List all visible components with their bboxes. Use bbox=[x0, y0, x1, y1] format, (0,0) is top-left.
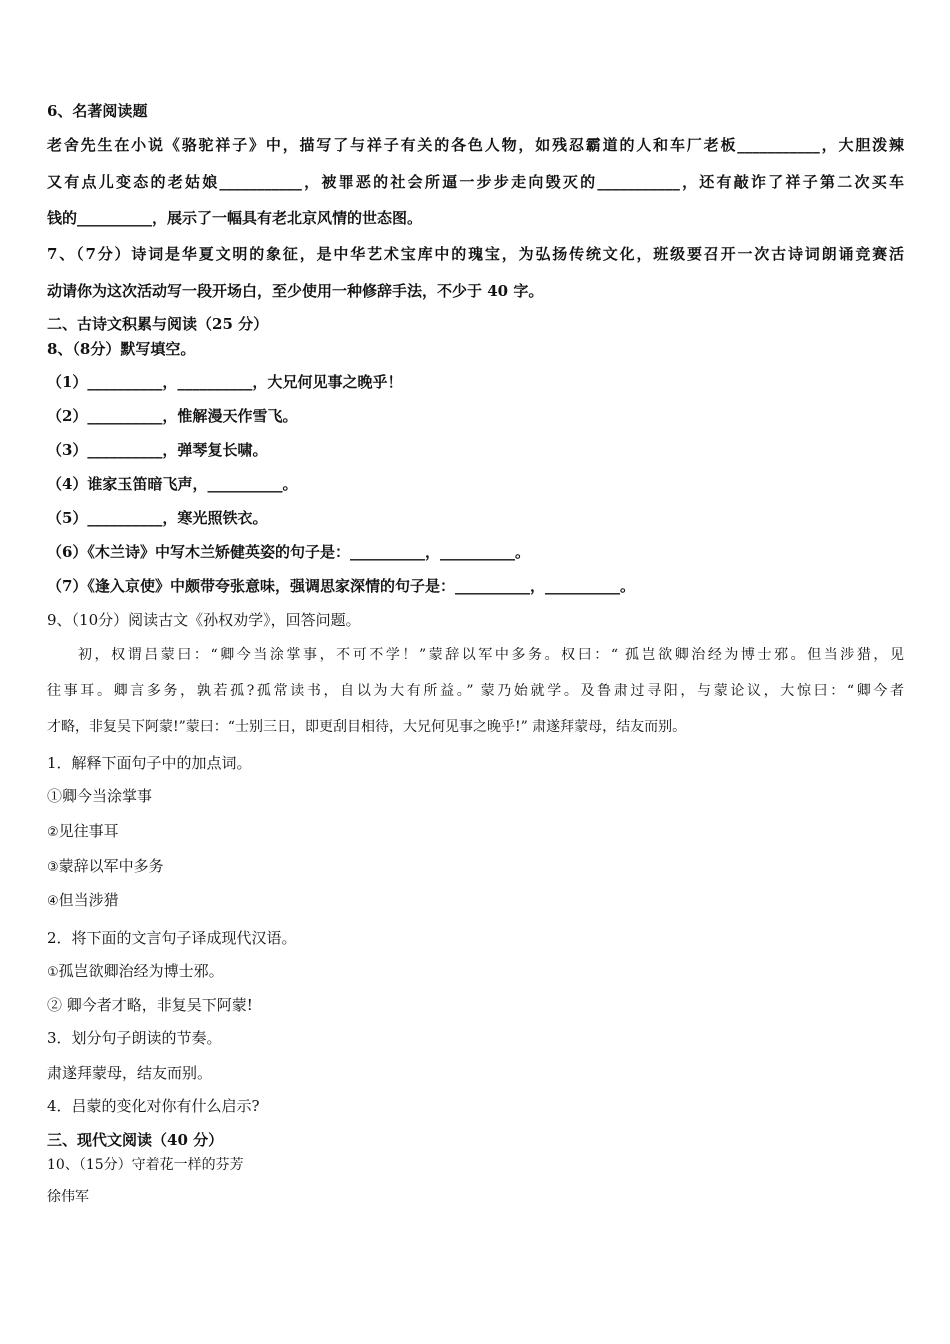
circled-number-4: ④ bbox=[47, 894, 59, 909]
q9-sub2-item-1: ①孤岂欲卿治经为博士邪。 bbox=[47, 962, 224, 980]
q9-sub1-item-1: ①卿今当涂掌事 bbox=[47, 787, 153, 805]
q6-heading: 6、名著阅读题 bbox=[47, 102, 148, 120]
q9-sub3-text: 肃遂拜蒙母，结友而别。 bbox=[47, 1064, 213, 1082]
section-2-title: 二、古诗文积累与阅读（25 分） bbox=[47, 315, 269, 333]
q7-line-1: 7、（7分）诗词是华夏文明的象征，是中华艺术宝库中的瑰宝，为弘扬传统文化，班级要召开一次古诗词朗诵竞赛活 bbox=[47, 245, 904, 263]
circled-number-2: ② bbox=[47, 996, 63, 1014]
circled-number-1: ① bbox=[47, 965, 59, 980]
q8-item-4: （4）谁家玉笛暗飞声，__________。 bbox=[47, 475, 298, 493]
q7-line-2: 动请你为这次活动写一段开场白，至少使用一种修辞手法，不少于 40 字。 bbox=[47, 282, 544, 300]
q8-heading: 8、（8分）默写填空。 bbox=[47, 340, 196, 358]
q8-item-3: （3）__________，弹琴复长啸。 bbox=[47, 441, 268, 459]
q8-item-7: （7）《逢入京使》中颇带夸张意味，强调思家深情的句子是：__________，__________。 bbox=[47, 577, 635, 595]
q9-passage-line-3: 才略，非复吴下阿蒙!”蒙曰：“士别三日，即更刮目相待，大兄何见事之晚乎!” 肃遂拜蒙母，结友而别。 bbox=[47, 719, 687, 735]
q8-item-6: （6）《木兰诗》中写木兰矫健英姿的句子是：__________，__________。 bbox=[47, 543, 530, 561]
section-3-title: 三、现代文阅读（40 分） bbox=[47, 1131, 224, 1149]
q9-passage-line-1: 初，权谓吕蒙曰：“卿今当涂掌事，不可不学！”蒙辞以军中多务。权曰：“ 孤岂欲卿治经为博士邪。但当涉猎，见 bbox=[78, 647, 904, 663]
q6-line-1: 老舍先生在小说《骆驼祥子》中，描写了与祥子有关的各色人物，如残忍霸道的人和车厂老板___________，大胆泼辣 bbox=[47, 136, 904, 154]
q9-sub1-item-4: ④但当涉猎 bbox=[47, 891, 119, 909]
q8-item-2: （2）__________，惟解漫天作雪飞。 bbox=[47, 407, 298, 425]
circled-number-2: ② bbox=[47, 825, 59, 840]
q9-sub4-title: 4．吕蒙的变化对你有什么启示? bbox=[47, 1097, 260, 1115]
circled-number-1: ① bbox=[47, 787, 63, 805]
q10-heading: 10、（15分）守着花一样的芬芳 bbox=[47, 1157, 244, 1173]
q9-sub2-title: 2．将下面的文言句子译成现代汉语。 bbox=[47, 929, 297, 947]
q10-author: 徐伟军 bbox=[47, 1189, 89, 1205]
q9-sub1-item-3: ③蒙辞以军中多务 bbox=[47, 857, 164, 875]
q6-line-3: 钱的__________，展示了一幅具有老北京风情的世态图。 bbox=[47, 209, 423, 227]
q8-item-5: （5）__________，寒光照铁衣。 bbox=[47, 509, 268, 527]
q9-heading: 9、（10分）阅读古文《孙权劝学》，回答问题。 bbox=[47, 611, 361, 629]
q9-sub1-title: 1．解释下面句子中的加点词。 bbox=[47, 754, 252, 772]
q9-passage-line-2: 往事耳。卿言多务，孰若孤?孤常读书，自以为大有所益。” 蒙乃始就学。及鲁肃过寻阳，与蒙论议，大惊曰：“卿今者 bbox=[47, 683, 904, 699]
q9-sub1-item-2: ②见往事耳 bbox=[47, 822, 119, 840]
q9-sub3-title: 3．划分句子朗读的节奏。 bbox=[47, 1029, 222, 1047]
q8-item-1: （1）__________，__________，大兄何见事之晚乎！ bbox=[47, 373, 403, 391]
q6-line-2: 又有点儿变态的老姑娘___________，被罪恶的社会所逼一步步走向毁灭的___________，还有敲诈了祥子第二次买车 bbox=[47, 173, 904, 191]
circled-number-3: ③ bbox=[47, 860, 59, 875]
q9-sub2-item-2: ② 卿今者才略，非复吴下阿蒙! bbox=[47, 996, 253, 1014]
